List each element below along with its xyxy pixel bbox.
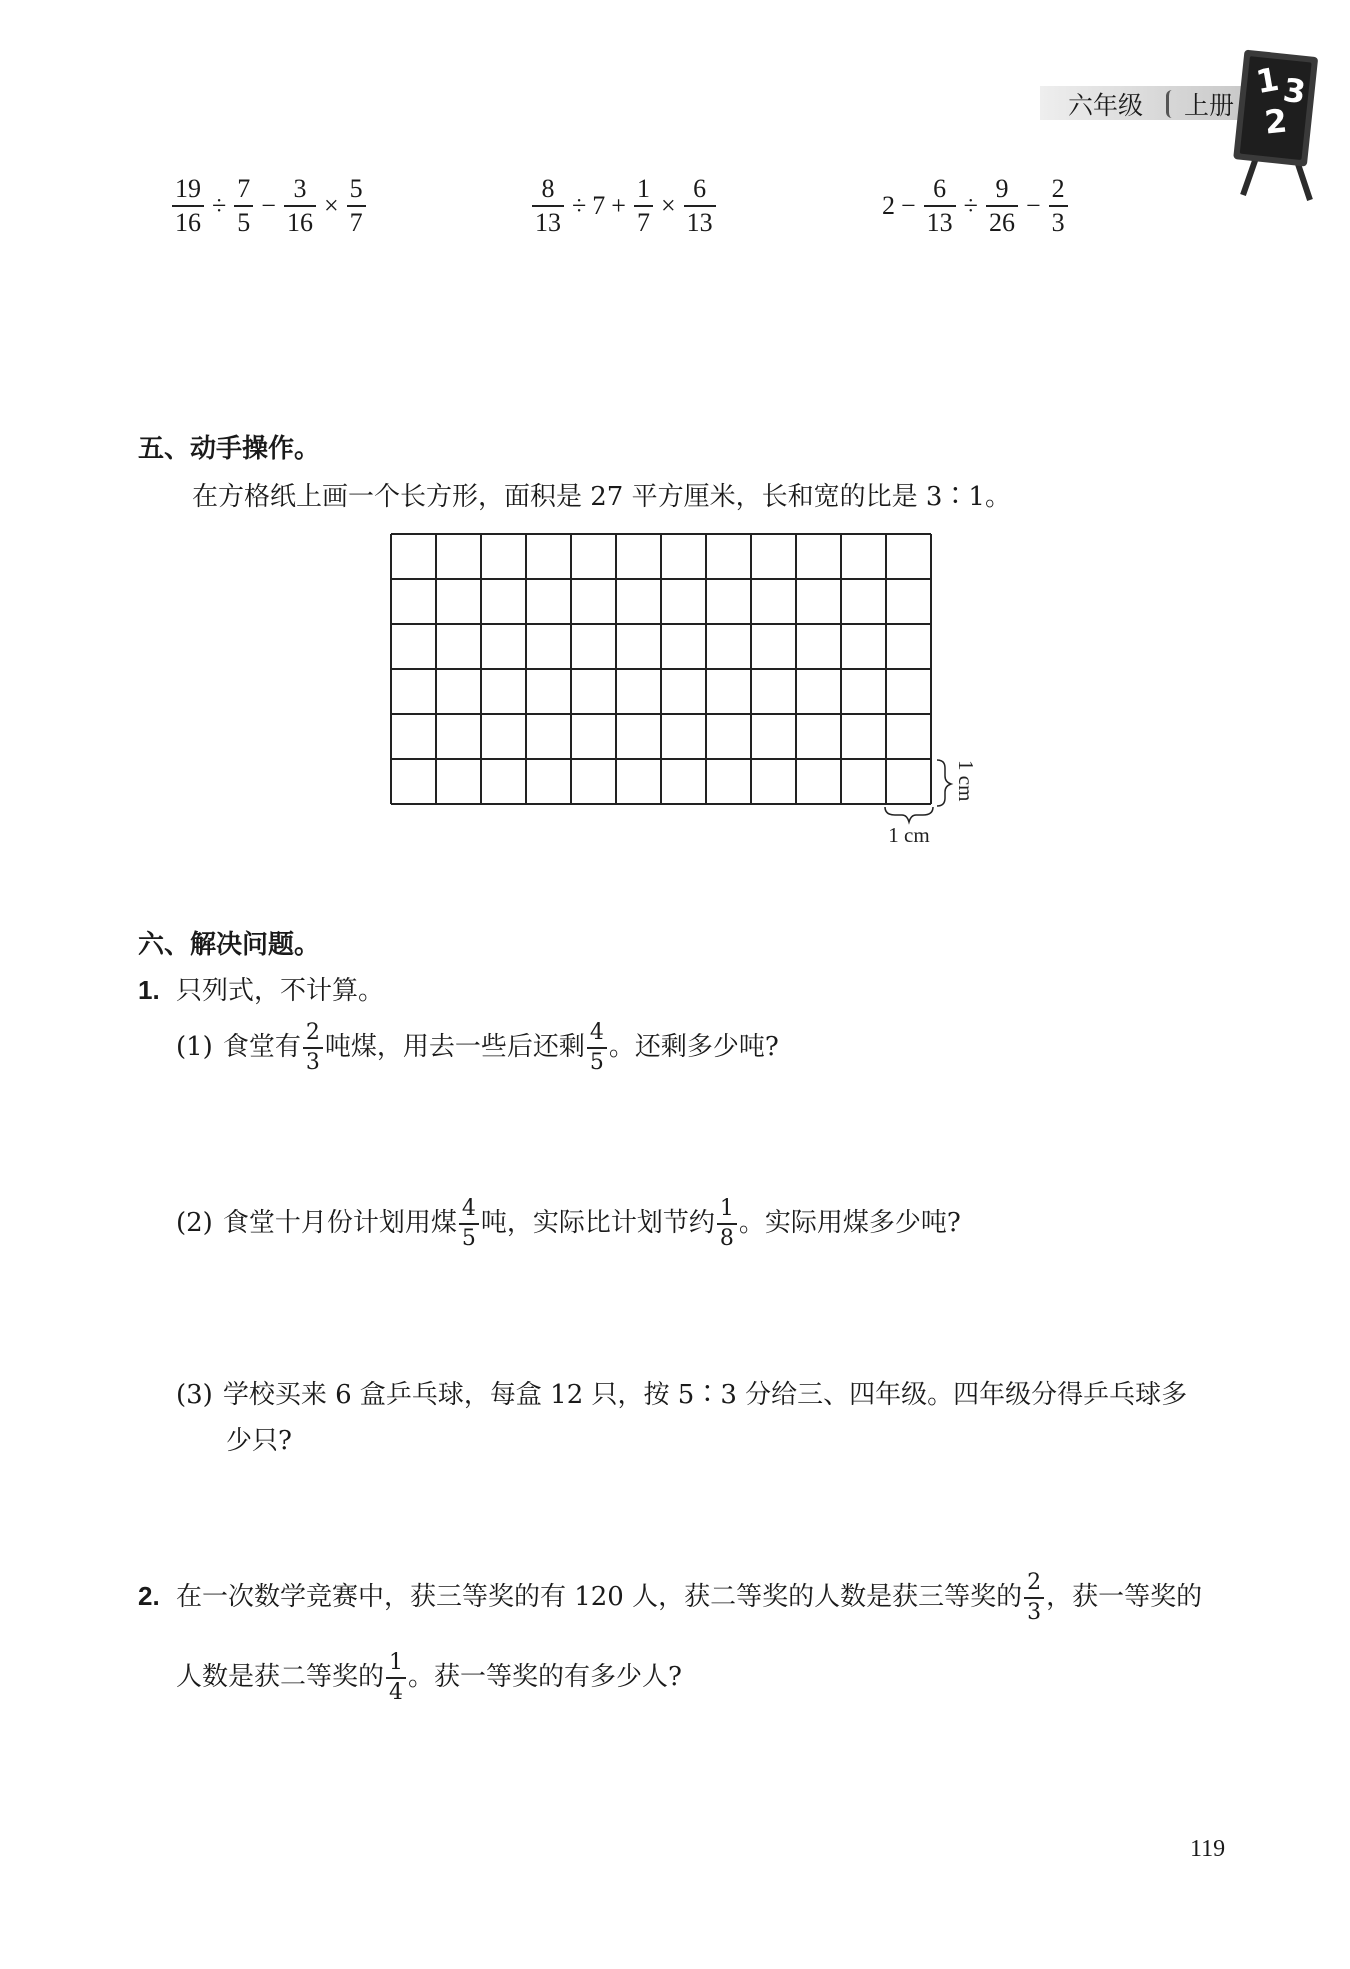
- page-number: 119: [1190, 1836, 1226, 1862]
- question-text: 只列式，不计算。: [175, 976, 384, 1006]
- fraction: $\frac{4}{5}$: [459, 1198, 479, 1250]
- fraction: $\frac{3}{16}$: [284, 176, 316, 236]
- fraction: $\frac{1}{4}$: [386, 1652, 406, 1704]
- question-2-line2: 人数是获二等奖的 $\frac{1}{4}$ 。获一等奖的有多少人?: [176, 1650, 682, 1705]
- badge-digit-2: 3: [1280, 70, 1309, 112]
- grid-paper: [385, 530, 978, 850]
- question-number: 1.: [138, 975, 160, 1005]
- sub-label: (3): [176, 1380, 213, 1410]
- fraction: $\frac{2}{3}$: [1049, 176, 1068, 236]
- brace-vertical: [937, 760, 951, 806]
- fraction: $\frac{19}{16}$: [172, 176, 204, 236]
- section5-instruction: 在方格纸上画一个长方形，面积是 27 平方厘米，长和宽的比是 3∶1。: [192, 482, 1011, 512]
- grade-label: 六年级: [1068, 91, 1144, 120]
- expression-2: $\frac{8}{13}$ ÷ 7 + $\frac{1}{7}$ × $\frac{6}{13}$: [530, 176, 718, 236]
- badge-digit-1: 1: [1253, 59, 1282, 102]
- sub-label: (1): [176, 1032, 213, 1062]
- scale-label-vertical: 1 cm: [954, 760, 978, 802]
- expression-1: $\frac{19}{16}$ ÷ $\frac{7}{5}$ − $\frac{3}{16}$ × $\frac{5}{7}$: [170, 176, 368, 236]
- header-divider: [1166, 90, 1177, 118]
- expression-3: 2 − $\frac{6}{13}$ ÷ $\frac{9}{26}$ − $\frac{2}{3}$: [882, 176, 1070, 236]
- fraction: $\frac{2}{3}$: [303, 1022, 323, 1074]
- fraction: $\frac{2}{3}$: [1024, 1572, 1044, 1624]
- fraction: $\frac{6}{13}$: [684, 176, 716, 236]
- section5-title: 五、动手操作。: [138, 434, 321, 464]
- fraction: $\frac{9}{26}$: [986, 176, 1018, 236]
- badge-digit-3: 2: [1262, 101, 1289, 142]
- question-number: 2.: [138, 1581, 160, 1611]
- volume-label: 上册: [1184, 91, 1235, 120]
- blackboard-badge-icon: [1235, 45, 1320, 205]
- fraction: $\frac{6}{13}$: [924, 176, 956, 236]
- fraction: $\frac{4}{5}$: [587, 1022, 607, 1074]
- fraction: $\frac{1}{8}$: [717, 1198, 737, 1250]
- fraction: $\frac{5}{7}$: [347, 176, 366, 236]
- brace-horizontal: [885, 807, 933, 822]
- question-1-2: (2) 食堂十月份计划用煤 $\frac{4}{5}$ 吨，实际比计划节约 $\frac{1}{8}$ 。实际用煤多少吨?: [176, 1196, 961, 1251]
- question-1-1: (1) 食堂有 $\frac{2}{3}$ 吨煤，用去一些后还剩 $\frac{4}{5}$ 。还剩多少吨?: [176, 1020, 779, 1075]
- fraction: $\frac{1}{7}$: [634, 176, 653, 236]
- question-1: [138, 970, 384, 1007]
- fraction: $\frac{8}{13}$: [532, 176, 564, 236]
- fraction: $\frac{7}{5}$: [234, 176, 253, 236]
- section6-title: 六、解决问题。: [138, 930, 321, 960]
- sub-label: (2): [176, 1208, 213, 1238]
- question-1-3: (3) 学校买来 6 盒乒乓球，每盒 12 只，按 5∶3 分给三、四年级。四年级分得乒乓球多 少只?: [176, 1380, 1188, 1456]
- question-2: 2. 在一次数学竞赛中，获三等奖的有 120 人，获二等奖的人数是获三等奖的 $\frac{2}{3}$ ，获一等奖的: [138, 1570, 1203, 1625]
- scale-label-horizontal: 1 cm: [888, 823, 930, 847]
